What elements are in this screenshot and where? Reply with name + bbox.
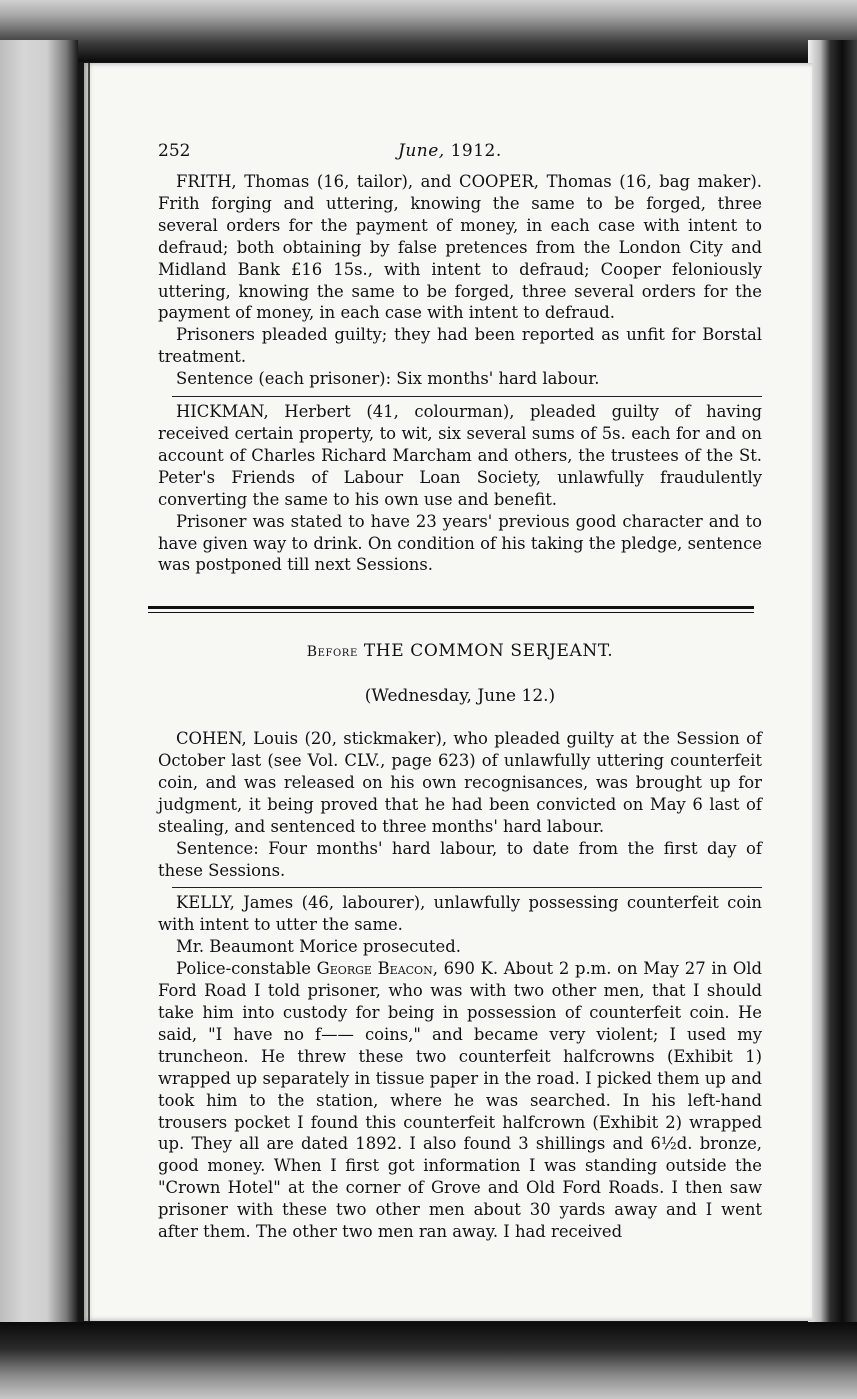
hickman-case-summary: HICKMAN, Herbert (41, colourman), pleaded guilty of having received certain property, to wit, six several sums of 5s. each for and on account of Charles Richard Marcham and others, the trustees of the St. Peter's Friends of Labour Loan Society, unlawfully fraudulently converting the same to his own use and benefit.: [158, 402, 762, 509]
page-gutter-rule: [88, 63, 90, 1321]
witness-name: George Beacon: [316, 959, 433, 979]
right-page-edge: [808, 40, 857, 1340]
witness-prefix: Police-constable: [176, 959, 311, 979]
court-heading-before: Before: [306, 644, 358, 661]
page-content: [158, 141, 762, 1243]
top-scan-shadow: [0, 0, 857, 62]
page-number: 252: [158, 141, 191, 161]
kelly-case-summary: KELLY, James (46, labourer), unlawfully possessing counterfeit coin with intent to utter the same.: [158, 893, 762, 935]
case-divider: [172, 396, 762, 397]
section-double-rule: [148, 606, 754, 613]
kelly-witness-testimony: [158, 958, 762, 1243]
court-heading-name: THE COMMON SERJEANT.: [363, 641, 614, 662]
cohen-case-summary: COHEN, Louis (20, stickmaker), who pleaded guilty at the Session of October last (see Vol. CLV., page 623) of unlawfully uttering counterfeit coin, and was released on his own recognisances, was brought up for judgment, it being proved that he had been convicted on May 6 last of stealing, and sentenced to three months' hard labour.: [158, 729, 762, 836]
running-head-year: 1912.: [450, 141, 502, 161]
cohen-sentence: Sentence: Four months' hard labour, to date from the first day of these Sessions.: [158, 838, 762, 880]
hickman-outcome: Prisoner was stated to have 23 years' previous good character and to have given way to drink. On condition of his taking the pledge, sentence was postponed till next Sessions.: [158, 511, 762, 575]
witness-text: , 690 K. About 2 p.m. on May 27 in Old Ford Road I told prisoner, who was with two other men, that I should take him into custody for being in possession of counterfeit coin. He said, "I have no f—— coins," and became very violent; I used my truncheon. He threw these two counterfeit halfcrowns (Exhibit 1) wrapped up separately in tissue paper in the road. I picked them up and took him to the station, where he was searched. In his left-hand trousers pocket I found this counterfeit halfcrown (Exhibit 2) wrapped up. They all are dated 1892. I also found 3 shillings and 6½d. bronze, good money. When I first got information I was standing outside the "Crown Hotel" at the corner of Grove and Old Ford Roads. I then saw prisoner with these two other men about 30 yards away and I went after them. The other two men ran away. I had received: [158, 959, 763, 1242]
frith-case-summary: FRITH, Thomas (16, tailor), and COOPER, Thomas (16, bag maker). Frith forging and uttering, knowing the same to be forged, three several orders for the payment of money, in each case with intent to defraud; both obtaining by false pretences from the London City and Midland Bank £16 15s., with intent to defraud; Cooper feloniously uttering, knowing the same to be forged, three several orders for the payment of money, in each case with intent to defraud.: [158, 172, 762, 323]
court-heading: [158, 641, 762, 664]
sitting-date: (Wednesday, June 12.): [364, 686, 556, 707]
kelly-prosecutor: Mr. Beaumont Morice prosecuted.: [176, 937, 461, 957]
left-binding-strip: [0, 40, 78, 1399]
book-page: [84, 63, 812, 1321]
bottom-scan-shadow: [0, 1322, 857, 1399]
running-head-month: June,: [398, 141, 445, 161]
frith-sentence: Sentence (each prisoner): Six months' hard labour.: [176, 369, 600, 389]
case-divider: [172, 887, 762, 888]
running-head: [398, 141, 502, 163]
page-header: [158, 141, 762, 171]
frith-plea: Prisoners pleaded guilty; they had been reported as unfit for Borstal treatment.: [158, 325, 762, 367]
